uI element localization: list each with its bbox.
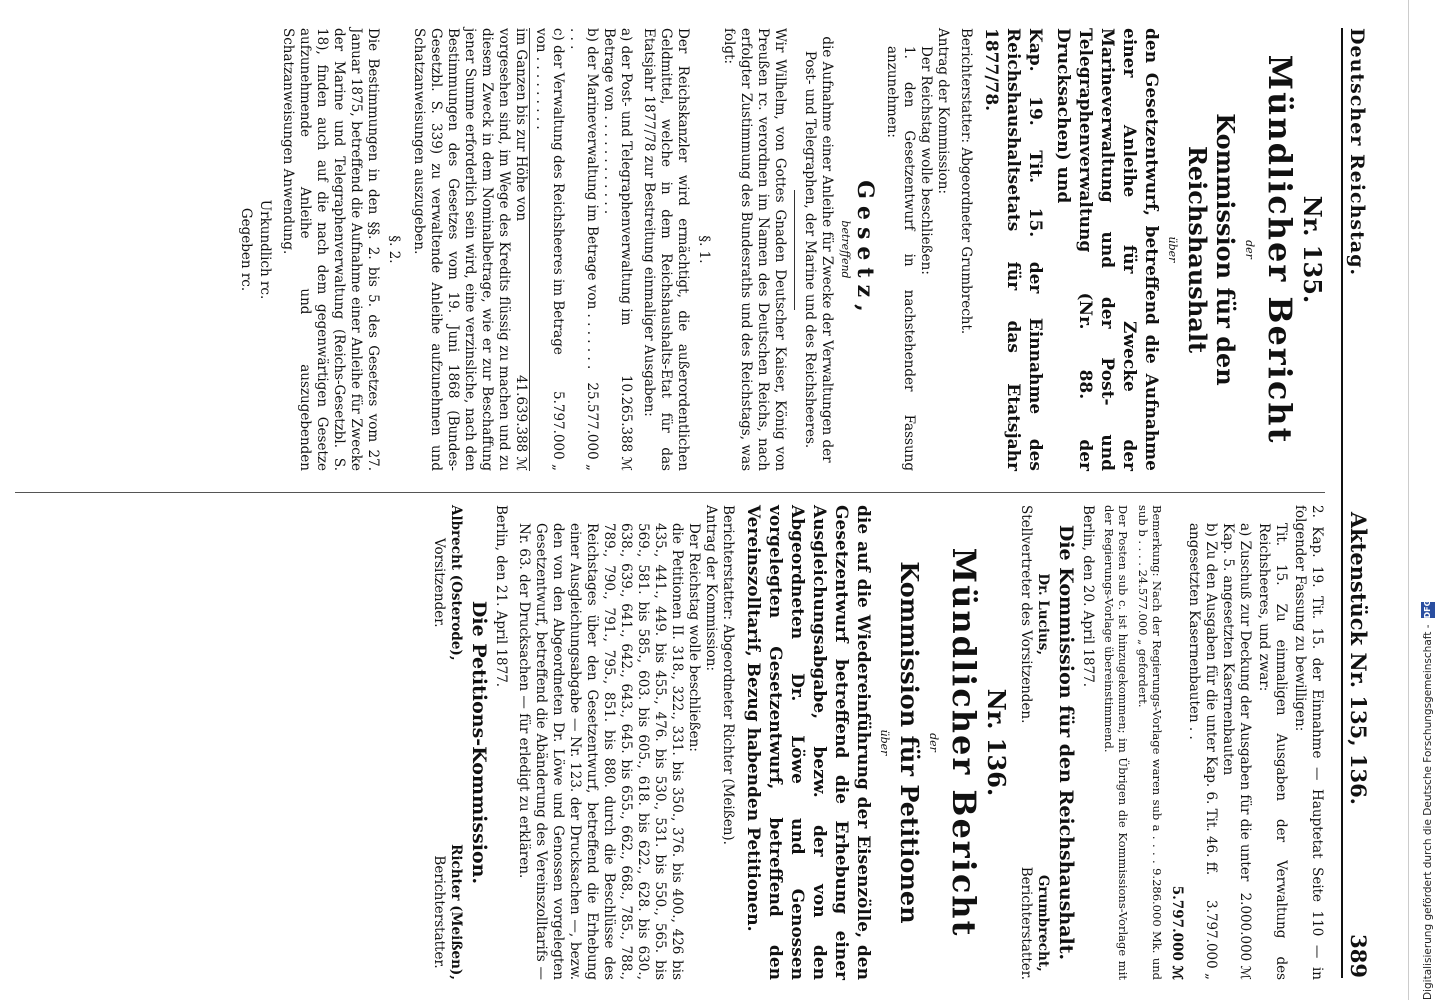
rc-item2: 2. Kap. 19. Tit. 15. der Einnahme — Hauptetat Seite 110 — in folgender Fassung zu bewilligen: (1292, 505, 1325, 980)
doc136-der: der (927, 733, 940, 752)
doc136-body: die Petitionen II. 318., 322., 331. bis 350., 376. bis 400., 426 bis 435., 441., 449. bis 455., 476. bis 530., 531. bis 550., 565. bis 569., 581. bis 585., 603. bis 605., 618. bis 622., 628. bis 630., 638., 639., 641., 642., 643., 645. bis 655., 662., 668., 785., 788., 789., 790., 791., 795., 851. bis 880. durch die Beschlüsse des Reichstages über den Gesetzentwurf, betreffend die Erhebung einer Ausgleichungsabgabe — Nr. 123. der Drucksachen —, bezw. den von den Abgeordneten Dr. Löwe und Genossen vorgelegten Gesetzentwurf, betreffend die Abänderung des Vereinszolltarifs — Nr. 63. der Drucksachen — für erledigt zu erklären. (516, 523, 685, 980)
doc135-total-amount: 41.639.388 ℳ (513, 374, 529, 471)
rc-signature-left (1017, 505, 1051, 723)
doc135-gegeben: Gegeben rc. (238, 207, 254, 292)
doc135-title: Mündlicher Bericht (1261, 54, 1299, 445)
doc135-ueber: über (1166, 236, 1179, 263)
doc136-signatures (430, 505, 464, 980)
doc136-antrag-text: Der Reichstag wolle beschließen: (686, 523, 702, 752)
doc135-commission: Kommission für den Reichshaushalt (1183, 113, 1240, 386)
rc-item-b-amount: 3.797.000 „ (1203, 900, 1219, 980)
rc-signature-right (1017, 867, 1051, 980)
rc-sig-right-role: Berichterstatter. (1018, 866, 1034, 980)
doc136-signature-right (430, 844, 464, 980)
doc135-item-b (566, 28, 600, 471)
doc135-item1: 1. den Gesetzentwurf in nachstehender Fassung anzunehmen: (884, 46, 917, 471)
footer-credit-text: Digitalisierung gefördert durch die Deutsche Forschungsgemeinschaft - (1422, 624, 1434, 1000)
header-left: Deutscher Reichstag. (1346, 28, 1368, 277)
rc-sum (1168, 505, 1185, 980)
doc136-commission: Kommission für Petitionen (895, 561, 924, 924)
rc-tit15: Tit. 15. Zu einmaligen Ausgaben der Verwaltung des Reichsheeres, und zwar: (1256, 523, 1289, 980)
doc135-item-c-amount: 5.797.000 „ (550, 391, 566, 471)
doc135-item-a (600, 28, 634, 471)
doc136-commission-name: Die Petitions-Kommission. (468, 600, 490, 885)
rc-item-a-amount: 2.000.000 ℳ (1237, 892, 1253, 980)
doc135-item-c (532, 28, 566, 471)
doc135-item-c-label: c) der Verwaltung des Reichsheeres im Betrage von . . . . . . . . . (533, 28, 566, 355)
rc-item-a (1219, 505, 1253, 980)
doc135-antrag-text: Der Reichstag wolle beschließen: (918, 46, 934, 275)
doc135-subject: den Gesetzentwurf, betreffend die Aufnahme einer Anleihe für Zwecke der Marineverwaltung und der Post- und Telegraphenverwaltung (Nr. 88. der Drucksachen) und (1053, 28, 1161, 471)
doc135-urkundlich: Urkundlich rc. (257, 199, 273, 300)
doc136-sig-left-name: Albrecht (Osterode), (448, 505, 464, 661)
column-right (15, 505, 1325, 980)
doc135-item-b-amount: 25.577.000 „ (584, 382, 600, 471)
rc-item-a-text: a) Zuschuß zur Deckung der Ausgaben für die unter Kap. 5. angesetzten Kasernenbauten (1220, 523, 1253, 882)
doc135-reporter: Berichterstatter: Abgeordneter Grumbrecht. (958, 28, 974, 335)
footer-credit (1421, 20, 1435, 1000)
divider (794, 190, 795, 310)
doc135-total-label: im Ganzen bis zur Höhe von (513, 28, 529, 222)
doc136-signature-left (430, 505, 464, 661)
doc136-title: Mündlicher Bericht (945, 547, 983, 938)
rc-sig-left-role: Stellvertreter des Vorsitzenden. (1018, 505, 1034, 724)
doc135-number: Nr. 135. (1298, 195, 1327, 304)
rc-sig-left-name: Dr. Lucius, (1035, 573, 1051, 656)
doc135-item-a-amount: 10.265.388 ℳ (618, 374, 634, 471)
doc135-par2-text: Die Bestimmungen in den §§. 2. bis 5. des Gesetzes vom 27. Januar 1875, betreffend die Aufnahme einer Anleihe für Zwecke der Marine und Telegraphenverwaltung (Reichs-Gesetzbl. S. 18), finden auch auf die nach dem gegenwärtigen Gesetze aufzunehmende Anleihe und auszugebenden Schatzanweisungen Anwendung. (280, 28, 381, 471)
doc135-par2: §. 2. (386, 235, 402, 264)
header-center: Aktenstück Nr. 135, 136. (1346, 511, 1371, 805)
doc136-ueber: über (878, 729, 891, 756)
column-left (15, 28, 1325, 483)
rc-place-date: Berlin, den 20. April 1877. (1080, 505, 1096, 688)
doc136-sig-right-name: Richter (Meißen), (448, 844, 464, 980)
doc135-gesetz-subject: die Aufnahme einer Anleihe für Zwecke der Verwaltungen der Post- und Telegraphen, der Marine und des Reichsheeres. (802, 36, 835, 463)
footer-strip (1408, 0, 1433, 1000)
doc136-number: Nr. 136. (982, 688, 1011, 797)
doc135-item-a-label: a) der Post- und Telegraphenverwaltung im Betrage von . . . . . . . . . . . . (601, 28, 634, 326)
doc136-sig-left-role: Vorsitzender. (431, 538, 447, 628)
rc-signatures (1017, 505, 1051, 980)
doc135-par1-rest: vorgesehen sind, im Wege des Kredits flüssig zu machen und zu diesem Zweck in dem Nominalbetrage, wie er zur Beschaffung jener Summe erforderlich sein wird, eine verzinsliche, nach den Bestimmungen des Gesetzes vom 19. Juni 1868 (Bundes-Gesetzbl. S. 339) zu verwaltende Anleihe aufzunehmen und Schatzanweisungen auszugeben. (411, 28, 512, 471)
rc-item-b-text: b) Zu den Ausgaben für die unter Kap. 6. Tit. 46. ff. angesetzten Kasernenbauten . . (1186, 523, 1219, 876)
doc136-antrag-label: Antrag der Kommission: (703, 505, 719, 671)
doc135-total (512, 28, 530, 471)
doc135-gesetz-heading: Gesetz, (852, 180, 878, 319)
dfg-logo-icon: DFG (1421, 602, 1435, 618)
rc-item-b (1185, 505, 1219, 980)
rc-commission-name: Die Kommission für den Reichshaushalt. (1055, 524, 1077, 961)
doc136-sig-right-role: Berichterstatter. (431, 855, 447, 969)
page-number: 389 (1346, 934, 1371, 978)
doc135-betreffend: betreffend (839, 220, 852, 279)
doc135-antrag-label: Antrag der Kommission: (935, 28, 951, 194)
doc136-subject: die auf die Wiedereinführung der Eisenzölle, den Gesetzentwurf betreffend die Erhebung einer Ausgleichungsabgabe, bezw. der von den Abgeordneten Dr. Löwe und Genossen vorgelegten Gesetzentwurf, betreffend den Vereinszolltarif, Bezug habenden Petitionen. (743, 505, 873, 980)
column-divider (15, 492, 1325, 493)
doc135-der: der (1243, 240, 1256, 259)
doc135-item-b-label: b) der Marineverwaltung im Betrage von . . . . . . . . . . (567, 28, 600, 370)
doc135-par1: §. 1. (696, 235, 712, 264)
rc-note: Der Posten sub c. ist hinzugekommen; im Übrigen die Kommissions-Vorlage mit der Regierungs-Vorlage übereinstimmend. (1102, 505, 1130, 980)
doc136-place-date: Berlin, den 21. April 1877. (493, 505, 509, 688)
running-head (1341, 28, 1371, 978)
rc-bemerkung: Bemerkung: Nach der Regierungs-Vorlage waren sub a . . . . 9.286.000 Mk. und sub b . . . . 24.577.000 „ gefordert. (1136, 505, 1164, 980)
doc135-par1-text: Der Reichskanzler wird ermächtigt, die außerordentlichen Geldmittel, welche in dem Reichshaushalts-Etat für das Etatsjahr 1877/78 zur Bestreitung einmaliger Ausgaben: (641, 28, 691, 471)
doc136-reporter: Berichterstatter: Abgeordneter Richter (Meißen). (720, 505, 736, 845)
doc135-kap: Kap. 19. Tit. 15. der Einnahme des Reichshaushaltsetats für das Etatsjahr 1877/78. (981, 28, 1045, 471)
rc-sum-amount: 5.797.000 ℳ (1169, 885, 1185, 980)
doc135-preamble: Wir Wilhelm, von Gottes Gnaden Deutscher Kaiser, König von Preußen rc. verordnen im Namen des Deutschen Reichs, nach erfolgter Zustimmung des Bundesraths und des Reichstags, was folgt: (721, 28, 788, 471)
rc-sig-right-name: Grumbrecht, (1035, 874, 1051, 972)
